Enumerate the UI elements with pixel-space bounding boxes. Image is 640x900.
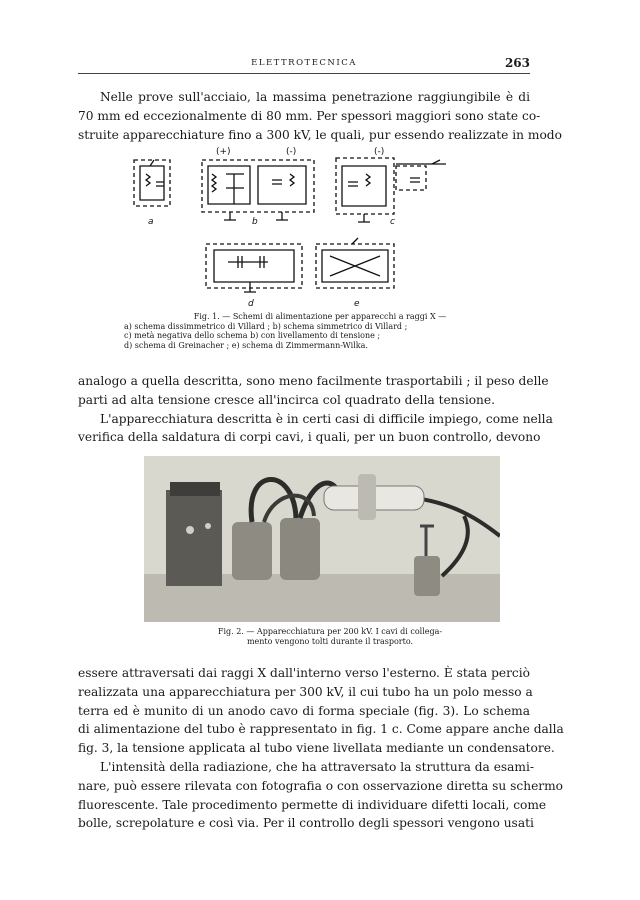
panel-label: d (248, 299, 254, 309)
panel-c-capacitor (348, 182, 358, 186)
control-box (166, 490, 222, 586)
panel-a-capacitor (156, 182, 164, 186)
text-line: Nelle prove sull'acciaio, la massima penetrazione raggiungibile è di (100, 90, 530, 104)
caption-line: a) schema dissimmetrico di Villard ; b) schema simmetrico di Villard ; (124, 321, 408, 331)
panel-b-coil (212, 174, 216, 192)
panel-e-switch (352, 238, 358, 244)
panel-b-capacitor (272, 180, 282, 184)
panel-c-ground (358, 214, 370, 222)
schematic-diagram (120, 144, 490, 310)
knob-icon (186, 526, 194, 534)
text-line: 70 mm ed eccezionalmente di 80 mm. Per spessori maggiori sono state co- (78, 108, 541, 123)
text-line: bolle, screpolature e così via. Per il controllo degli spessori vengono usati (78, 816, 534, 831)
equipment-photo (144, 456, 500, 622)
text-line: di alimentazione del tubo è rappresentato in fig. 1 c. Come appare anche dalla (78, 722, 564, 737)
panel-b-right-circuit (258, 166, 306, 204)
knob-icon (205, 523, 211, 529)
text-line: L'apparecchiatura descritta è in certi casi di difficile impiego, come nella (100, 411, 553, 426)
panel-a-circuit (140, 166, 164, 200)
text-line: fig. 3, la tensione applicata al tubo viene livellata mediante un condensatore. (78, 741, 555, 756)
figure-1-caption (124, 312, 516, 350)
panel-label: c (390, 217, 395, 227)
caption-line: Fig. 2. — Apparecchiatura per 200 kV. I cavi di collega- (217, 627, 443, 636)
paragraph-2 (78, 372, 553, 447)
polarity-label: (+) (216, 147, 231, 157)
panel-label: e (354, 299, 360, 309)
panel-c-coil (366, 174, 370, 186)
text-line: verifica della saldatura di corpi cavi, i quali, per un buon controllo, devono (78, 430, 541, 445)
paragraph-3 (78, 664, 564, 833)
panel-b-coil-2 (290, 174, 294, 186)
text-line: essere attraversati dai raggi X dall'interno verso l'esterno. È stata perciò (78, 666, 530, 680)
capacitor-unit (414, 556, 440, 596)
caption-line: mento vengono tolti durante il trasporto. (246, 636, 414, 646)
panel-label: a (148, 217, 154, 227)
text-line: realizzata una apparecchiatura per 300 kV, il cui tubo ha un polo messo a (78, 684, 533, 699)
running-header (78, 56, 530, 72)
caption-line: c) metà negativa dello schema b) con livellamento di tensione ; (124, 331, 381, 340)
panel-d-capacitors (228, 256, 268, 268)
caption-line: d) schema di Greinacher ; e) schema di Zimmermann-Wilka. (124, 340, 368, 350)
caption-line: Fig. 1. — Schemi di alimentazione per apparecchi a raggi X — (193, 312, 447, 321)
figure-2-caption (140, 627, 520, 646)
text-line: struite apparecchiature fino a 300 kV, le quali, pur essendo realizzate in modo (78, 127, 562, 142)
control-box-lid (170, 482, 220, 496)
panel-label: b (252, 217, 258, 227)
page-number: 263 (504, 56, 530, 70)
figure-2-photograph (144, 456, 500, 622)
text-line: L'intensità della radiazione, che ha attraversato la struttura da esami- (100, 759, 534, 774)
panel-a-coil (146, 174, 150, 186)
transformer-cylinder (232, 522, 272, 580)
polarity-label: (-) (286, 147, 297, 157)
polarity-label: (-) (374, 147, 385, 157)
text-line: terra ed è munito di un anodo cavo di forma speciale (fig. 3). Lo schema (78, 703, 530, 718)
panel-d-circuit (214, 250, 294, 282)
panel-b-ground-right (276, 212, 288, 220)
transformer-cylinder (280, 518, 320, 580)
text-line: fluorescente. Tale procedimento permette di individuare difetti locali, come (78, 797, 547, 812)
text-line: nare, può essere rilevata con fotografia o con osservazione diretta su schermo (78, 778, 564, 793)
panel-a-switch (150, 160, 154, 166)
header-title: ELETTROTECNICA (251, 58, 357, 68)
panel-b-wiring (226, 174, 244, 204)
header-rule (78, 73, 530, 74)
panel-c-output (396, 160, 446, 182)
text-line: analogo a quella descritta, sono meno facilmente trasportabili ; il peso delle (78, 374, 549, 388)
tube-housing (358, 474, 376, 520)
panel-d-ground (244, 282, 256, 292)
panel-e-crossed-wiring (330, 256, 380, 276)
panel-b-ground-left (224, 212, 236, 220)
figure-1-schematics (120, 144, 490, 310)
paragraph-1 (78, 88, 562, 144)
text-line: parti ad alta tensione cresce all'incirca col quadrato della tensione. (78, 392, 495, 407)
